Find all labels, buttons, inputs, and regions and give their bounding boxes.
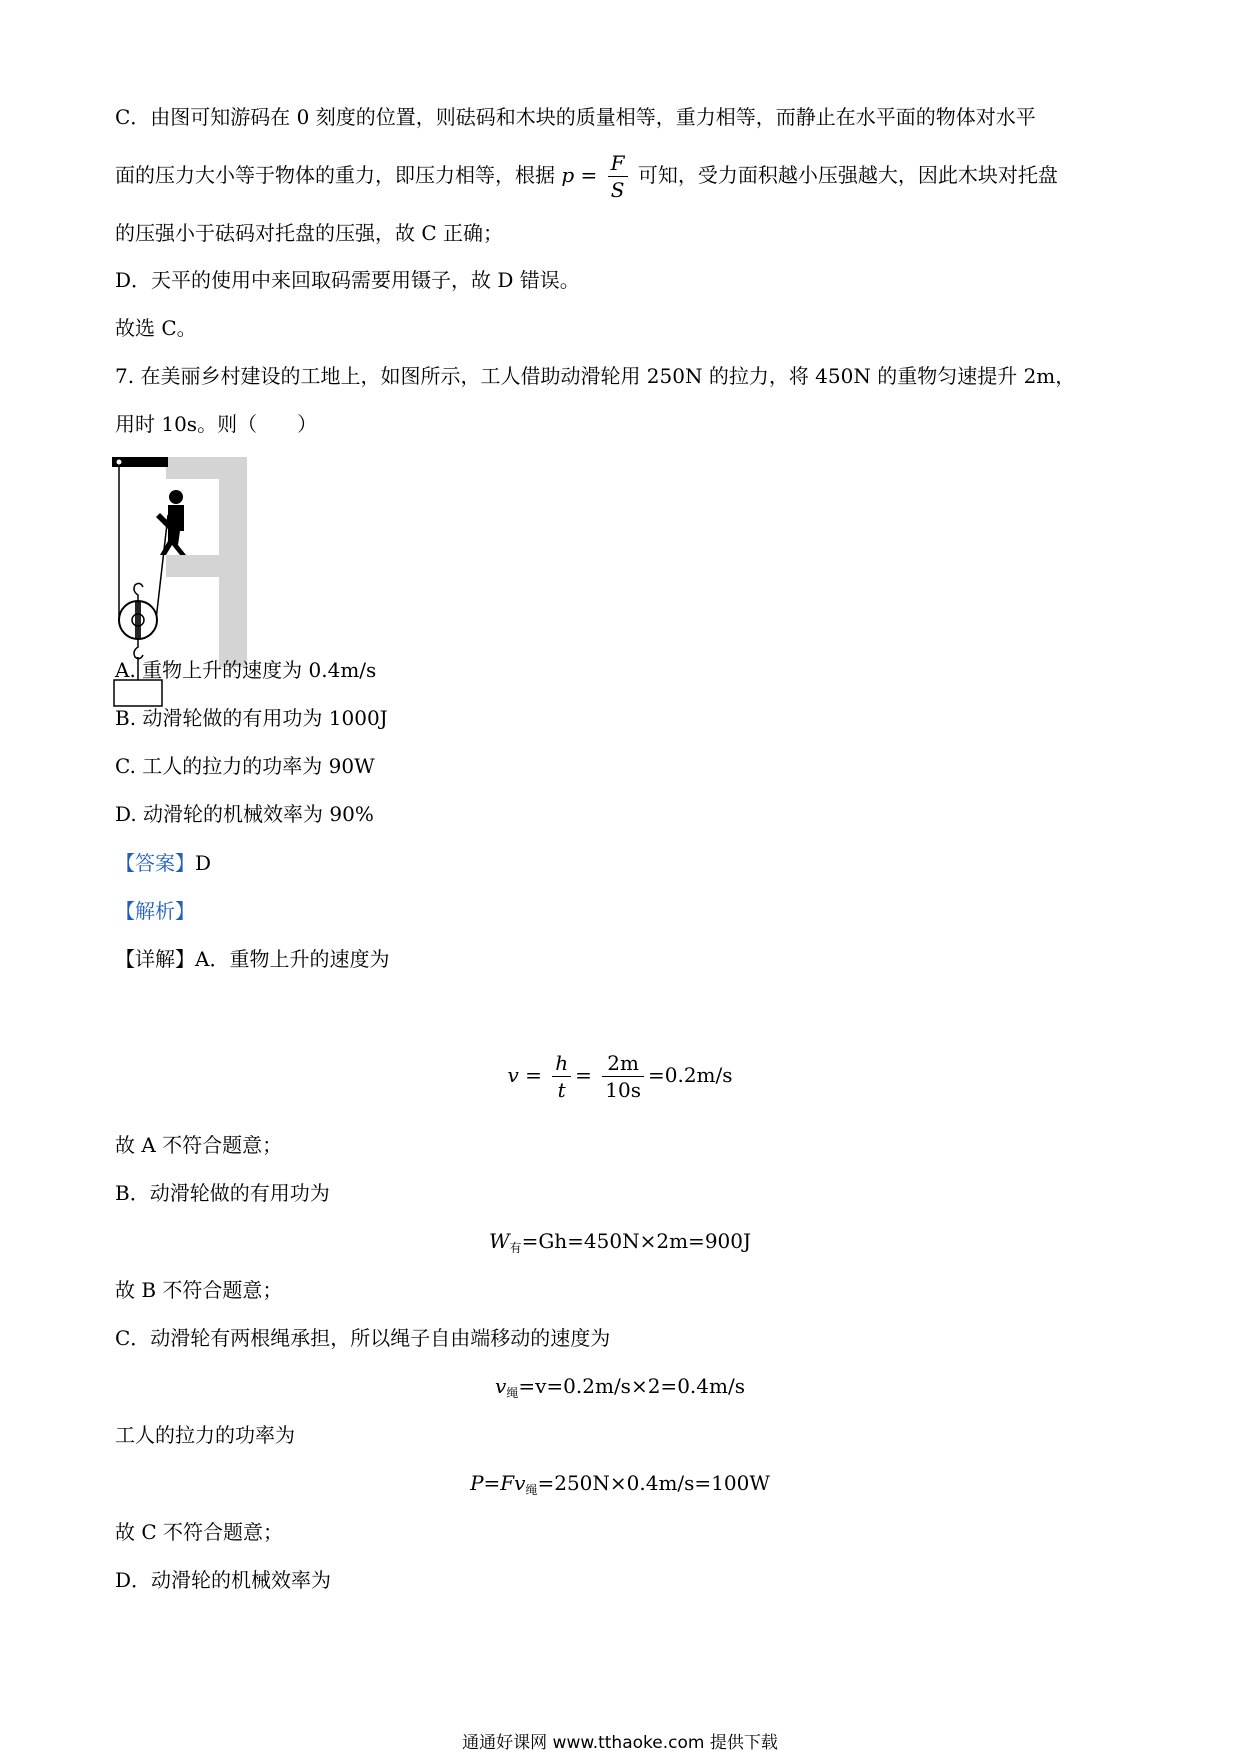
detail-label: 【详解】 — [115, 947, 195, 971]
pulley-frame — [135, 601, 141, 639]
question-line-2: 用时 10s。则（ ） — [115, 412, 318, 436]
rope-velocity-symbol: v — [495, 1374, 507, 1398]
option-d: D. 动滑轮的机械效率为 90% — [115, 802, 374, 826]
choose-line: 故选 C。 — [115, 316, 197, 340]
answer-label: 【答案】 — [115, 851, 195, 875]
power-result: =250N×0.4m/s=100W — [537, 1471, 770, 1495]
velocity-formula: v = $\frac{h}{t}$ = $\frac{2m}{10s}$ =0.2m/s — [507, 1051, 733, 1102]
conclusion-c: 故 C 不符合题意； — [115, 1520, 284, 1544]
time-value: 10s — [605, 1078, 641, 1102]
option-a: A. 重物上升的速度为 0.4m/s — [115, 658, 377, 682]
floor-lower — [166, 555, 247, 577]
velocity-lhs: v = — [507, 1063, 542, 1087]
force-symbol: F — [608, 150, 628, 177]
rope-velocity-subscript: 绳 — [506, 1386, 519, 1400]
detail-a-line — [115, 944, 389, 974]
work-formula — [0, 1226, 1240, 1263]
option-c: C. 工人的拉力的功率为 90W — [115, 754, 375, 778]
rope-velocity-result: =v=0.2m/s×2=0.4m/s — [518, 1374, 745, 1398]
detail-b: B．动滑轮做的有用功为 — [115, 1181, 330, 1205]
work-subscript: 有 — [509, 1241, 522, 1255]
footer-credit: 通通好课网 www.tthaoke.com 提供下载 — [462, 1733, 778, 1753]
detail-c2: 工人的拉力的功率为 — [115, 1423, 295, 1447]
velocity-result: =0.2m/s — [647, 1063, 733, 1087]
work-result: =Gh=450N×2m=900J — [521, 1229, 752, 1253]
option-b: B. 动滑轮做的有用功为 1000J — [115, 706, 388, 730]
power-subscript: 绳 — [525, 1483, 538, 1497]
pressure-formula: p = $\frac{F}{S}$ — [561, 163, 638, 187]
c-line-2-text-b: 可知，受力面积越小压强越大，因此木块对托盘 — [637, 163, 1058, 187]
question-line-1: 7. 在美丽乡村建设的工地上，如图所示，工人借助动滑轮用 250N 的拉力，将 450N 的重物匀速提升 2m， — [115, 364, 1076, 388]
d-line: D．天平的使用中来回取码需要用镊子，故 D 错误。 — [115, 268, 580, 292]
analysis-label: 【解析】 — [115, 899, 195, 923]
height-symbol: h — [552, 1050, 571, 1077]
velocity-fraction-1 — [552, 1050, 571, 1103]
pulley-top-hook — [134, 583, 143, 601]
detail-d: D．动滑轮的机械效率为 — [115, 1568, 332, 1592]
pressure-fraction — [608, 150, 628, 203]
power-symbol: P=Fv — [470, 1471, 526, 1495]
pressure-symbol: p — [561, 163, 575, 187]
detail-c: C．动滑轮有两根绳承担，所以绳子自由端移动的速度为 — [115, 1326, 611, 1350]
area-symbol: S — [610, 178, 625, 202]
answer-line — [115, 848, 211, 878]
detail-a-text: A．重物上升的速度为 — [195, 947, 390, 971]
worker-silhouette — [156, 490, 186, 555]
answer-value: D — [195, 851, 212, 875]
rope-velocity-formula — [0, 1371, 1240, 1408]
work-symbol: W — [488, 1229, 510, 1253]
velocity-fraction-2 — [602, 1050, 644, 1103]
c-line-1: C．由图可知游码在 0 刻度的位置，则砝码和木块的质量相等，重力相等，而静止在水平面的物体对水平 — [115, 105, 1036, 129]
anchor-point — [116, 459, 122, 465]
c-line-2-text-a: 面的压力大小等于物体的重力，即压力相等，根据 — [115, 163, 555, 187]
time-symbol: t — [557, 1078, 566, 1102]
conclusion-b: 故 B 不符合题意； — [115, 1278, 283, 1302]
floor-upper — [166, 457, 247, 479]
c-line-3: 的压强小于砝码对托盘的压强，故 C 正确； — [115, 221, 504, 245]
conclusion-a: 故 A 不符合题意； — [115, 1133, 283, 1157]
power-formula — [0, 1468, 1240, 1505]
c-line-2 — [115, 150, 1058, 203]
height-value: 2m — [602, 1050, 644, 1077]
